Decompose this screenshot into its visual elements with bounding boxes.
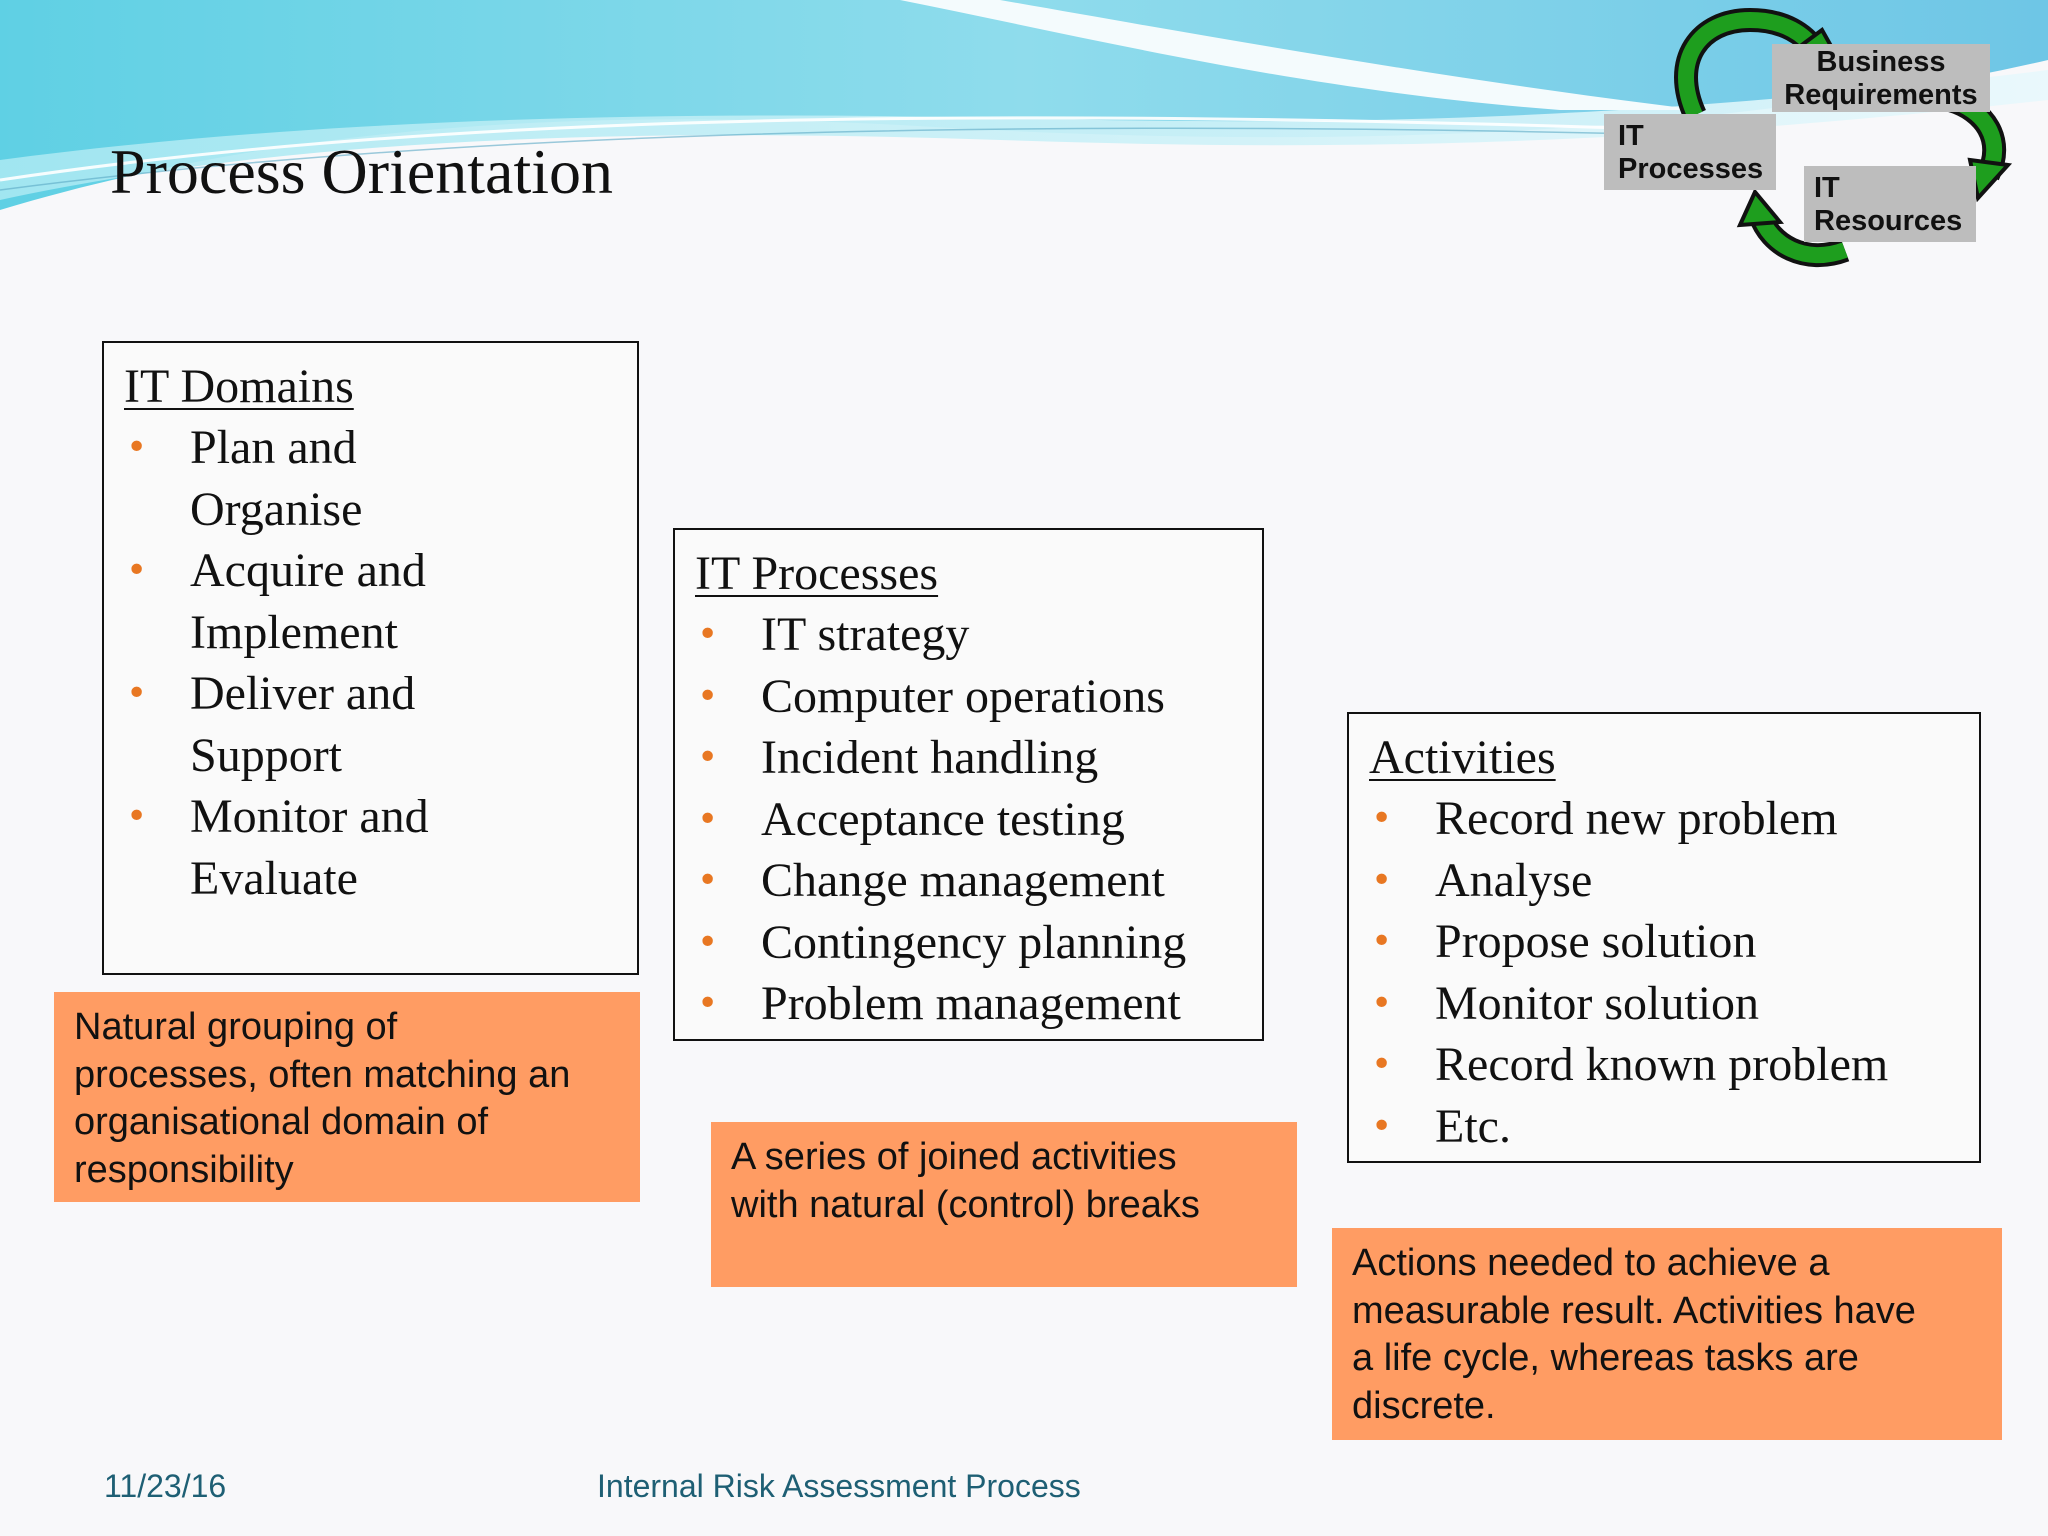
note-line: measurable result. Activities have xyxy=(1352,1289,1916,1332)
note-line: a life cycle, whereas tasks are xyxy=(1352,1337,1859,1379)
item-text: Incident handling xyxy=(761,731,1099,784)
note-line: Natural grouping of xyxy=(74,1006,398,1048)
item-text: IT strategy xyxy=(761,608,970,661)
list-item xyxy=(1369,973,1959,1035)
cycle-diagram xyxy=(1590,0,2048,290)
list-item xyxy=(1369,850,1959,912)
footer-date: 11/23/16 xyxy=(104,1468,227,1504)
cycle-label-business-requirements xyxy=(1772,44,1990,112)
it-domains-note xyxy=(54,992,640,1202)
item-text: Support xyxy=(190,728,343,782)
list-item xyxy=(124,786,617,909)
item-text: Acceptance testing xyxy=(761,792,1125,846)
item-text: Acquire and xyxy=(190,544,426,597)
activities-box xyxy=(1347,712,1981,1163)
item-text: Contingency planning xyxy=(761,915,1187,969)
bullet-icon: • xyxy=(126,673,148,714)
it-processes-list xyxy=(695,604,1242,1035)
cycle-label-line: Resources xyxy=(1814,205,1963,237)
note-line: processes, often matching an xyxy=(74,1053,571,1096)
note-line: organisational domain of xyxy=(74,1101,489,1143)
footer-center-text: Internal Risk Assessment Process xyxy=(597,1468,1081,1504)
list-item xyxy=(695,912,1242,974)
list-item xyxy=(124,540,617,663)
item-text: Record known problem xyxy=(1435,1038,1889,1091)
bullet-icon: • xyxy=(697,860,719,901)
item-text: Organise xyxy=(190,482,363,536)
item-text: Etc. xyxy=(1435,1099,1511,1153)
activities-heading: Activities xyxy=(1369,731,1556,784)
bullet-icon: • xyxy=(697,798,719,840)
item-text: Implement xyxy=(190,605,398,659)
cycle-label-it-processes xyxy=(1604,114,1776,190)
item-text: Monitor solution xyxy=(1435,976,1760,1030)
it-processes-box xyxy=(673,528,1264,1041)
item-text: Problem management xyxy=(761,977,1181,1030)
note-line: responsibility xyxy=(74,1148,294,1191)
it-processes-note xyxy=(711,1122,1297,1287)
cycle-label-line: Business xyxy=(1816,46,1946,78)
list-item xyxy=(695,850,1242,912)
item-text: Computer operations xyxy=(761,669,1165,723)
cycle-label-line: Requirements xyxy=(1784,79,1978,111)
list-item xyxy=(1369,1034,1959,1096)
cycle-label-line: Processes xyxy=(1618,153,1764,185)
list-item xyxy=(1369,788,1959,850)
bullet-icon: • xyxy=(697,737,719,778)
item-text: Plan and xyxy=(190,421,357,474)
it-domains-box xyxy=(102,341,639,975)
bullet-icon: • xyxy=(1371,1044,1393,1085)
it-processes-heading: IT Processes xyxy=(695,547,939,600)
bullet-icon: • xyxy=(697,614,719,655)
bullet-icon: • xyxy=(126,550,148,591)
note-line: A series of joined activities xyxy=(731,1136,1177,1178)
item-text: Monitor and xyxy=(190,790,429,843)
bullet-icon: • xyxy=(1371,859,1393,901)
slide-title: Process Orientation xyxy=(110,136,613,207)
bullet-icon: • xyxy=(126,796,148,837)
list-item xyxy=(1369,911,1959,973)
cycle-label-line: IT xyxy=(1618,120,1644,152)
note-line: discrete. xyxy=(1352,1384,1496,1427)
bullet-icon: • xyxy=(1371,1105,1393,1147)
list-item xyxy=(695,666,1242,728)
bullet-icon: • xyxy=(697,921,719,963)
item-text: Propose solution xyxy=(1435,915,1757,968)
activities-list xyxy=(1369,788,1959,1157)
activities-note xyxy=(1332,1228,2002,1440)
bullet-icon: • xyxy=(126,427,148,468)
item-text: Record new problem xyxy=(1435,792,1838,845)
note-line: Actions needed to achieve a xyxy=(1352,1242,1830,1284)
list-item xyxy=(1369,1096,1959,1158)
list-item xyxy=(695,727,1242,789)
bullet-icon: • xyxy=(1371,982,1393,1024)
list-item xyxy=(124,417,617,540)
list-item xyxy=(124,663,617,786)
item-text: Change management xyxy=(761,854,1165,907)
it-domains-heading: IT Domains xyxy=(124,360,354,413)
item-text: Deliver and xyxy=(190,667,416,720)
cycle-label-it-resources xyxy=(1804,166,1976,242)
item-text: Analyse xyxy=(1435,853,1593,907)
list-item xyxy=(695,789,1242,851)
bullet-icon: • xyxy=(697,983,719,1024)
bullet-icon: • xyxy=(1371,798,1393,839)
note-line: with natural (control) breaks xyxy=(731,1183,1200,1226)
list-item xyxy=(695,604,1242,666)
bullet-icon: • xyxy=(1371,921,1393,962)
cycle-label-line: IT xyxy=(1814,172,1840,204)
bullet-icon: • xyxy=(697,675,719,717)
it-domains-list xyxy=(124,417,617,909)
item-text: Evaluate xyxy=(190,851,358,905)
list-item xyxy=(695,973,1242,1035)
